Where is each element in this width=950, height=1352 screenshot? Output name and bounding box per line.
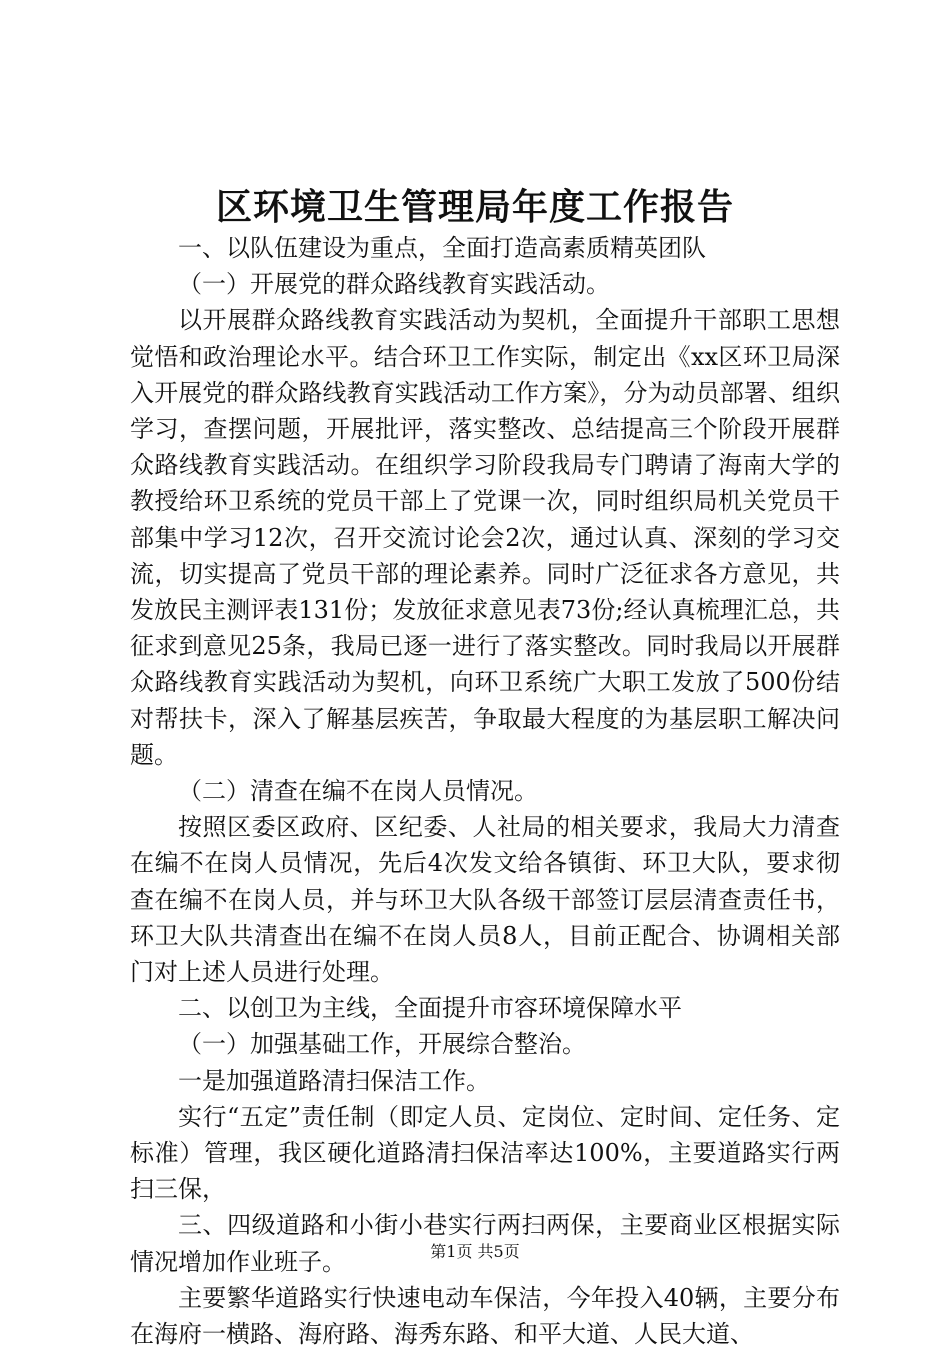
section-heading-1: 一、以队伍建设为重点，全面打造高素质精英团队 — [178, 234, 706, 262]
document-title: 区环境卫生管理局年度工作报告 — [215, 186, 734, 228]
page-number-footer: 第1页 共5页 — [430, 1242, 520, 1261]
body-paragraph: 三、四级道路和小街小巷实行两扫两保，主要商业区根据实际情况增加作业班子。 — [130, 1211, 840, 1276]
section-heading-2: 二、以创卫为主线，全面提升市容环境保障水平 — [178, 994, 682, 1023]
body-paragraph: 一是加强道路清扫保洁工作。 — [178, 1066, 490, 1095]
body-paragraph: 以开展群众路线教育实践活动为契机，全面提升干部职工思想觉悟和政治理论水平。结合环卫工作实际，制定出《xx区环卫局深入开展党的群众路线教育实践活动工作方案》，分为动员部署、组织学习，查摆问题，开展批评，落实整改、总结提高三个阶段开展群众路线教育实践活动。在组织学习阶段我局专门聘请了海南大学的教授给环卫系统的党员干部上了党课一次，同时组织局机关党员干部集中学习12次，召开交流讨论会2次，通过认真、深刻的学习交流，切实提高了党员干部的理论素养。同时广泛征求各方意见，共发放民主测评表131份；发放征求意见表73份;经认真梳理汇总，共征求到意见25条，我局已逐一进行了落实整改。同时我局以开展群众路线教育实践活动为契机，向环卫系统广大职工发放了500份结对帮扶卡，深入了解基层疾苦，争取最大程度的为基层职工解决问题。 — [130, 306, 840, 769]
document-body — [130, 230, 840, 1352]
subsection-heading-1-1: （一）开展党的群众路线教育实践活动。 — [178, 270, 610, 299]
subsection-heading-1-2: （二）清查在编不在岗人员情况。 — [178, 777, 538, 806]
body-paragraph: 实行“五定”责任制（即定人员、定岗位、定时间、定任务、定标准）管理，我区硬化道路清扫保洁率达100%，主要道路实行两扫三保， — [130, 1102, 840, 1204]
subsection-heading-2-1: （一）加强基础工作，开展综合整治。 — [178, 1030, 586, 1059]
body-paragraph: 主要繁华道路实行快速电动车保洁，今年投入40辆，主要分布在海府一横路、海府路、海秀东路、和平大道、人民大道、 — [130, 1283, 840, 1349]
body-paragraph: 按照区委区政府、区纪委、人社局的相关要求，我局大力清查在编不在岗人员情况，先后4次发文给各镇街、环卫大队，要求彻查在编不在岗人员，并与环卫大队各级干部签订层层清查责任书，环卫大队共清查出在编不在岗人员8人，目前正配合、协调相关部门对上述人员进行处理。 — [130, 813, 840, 987]
